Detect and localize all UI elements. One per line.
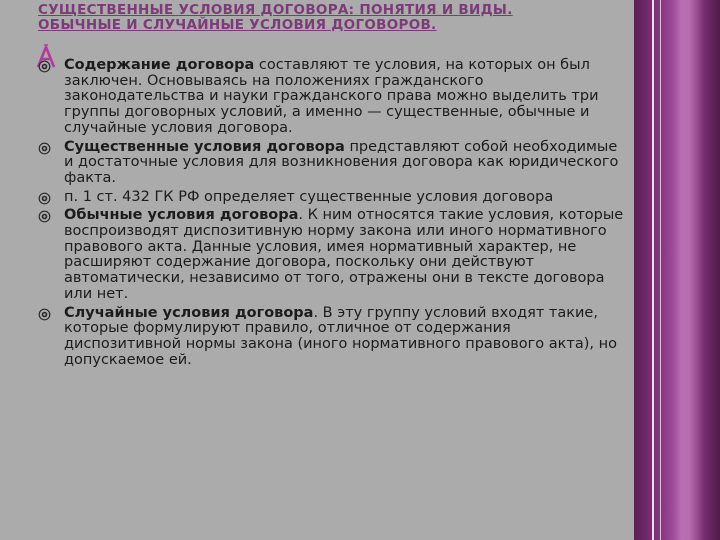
panel-glow [674,0,704,540]
item-lead: Содержание договора [64,57,255,73]
item-text: . В эту группу условий входят такие, которые формулируют правило, отличное от содержания диспозитивной нормы закона (иного нормативного правового акта), но допускаемое ей. [64,304,617,368]
list-item [38,190,624,206]
circled-bullet-icon [38,142,51,155]
list-item [38,140,624,187]
item-lead: Существенные условия договора [64,138,345,155]
item-text: . К ним относятся такие условия, которые воспроизводят диспозитивную норму закона или иного нормативного правового акта. Данные условия, имея нормативный характер, не расширяют содержание договора, поскольку они действуют автоматически, независимо от того, отражены они в тексте договора или нет. [64,207,624,302]
slide-title: СУЩЕСТВЕННЫЕ УСЛОВИЯ ДОГОВОРА: ПОНЯТИЯ И ВИДЫ. ОБЫЧНЫЕ И СЛУЧАЙНЫЕ УСЛОВИЯ ДОГОВОРОВ. [38,2,513,33]
item-text: п. 1 ст. 432 ГК РФ определяет существенные условия договора [64,188,554,205]
list-item [38,58,624,137]
decorative-side-panel [634,0,720,540]
item-text: представляют собой необходимые и достаточные условия для возникновения договора как юридического факта. [64,138,619,186]
circled-bullet-icon [38,60,51,73]
panel-stripe [652,0,654,540]
list-item [38,208,624,302]
bullet-list [38,58,624,371]
list-item [38,306,624,369]
item-text: составляют те условия, на которых он был заключен. Основываясь на положениях гражданского законодательства и науки гражданского права можно выделить три группы договорных условий, а именно — существенные, обычные и случайные условия договора. [64,57,599,136]
circled-bullet-icon [38,192,51,205]
circled-bullet-icon [38,308,51,321]
item-lead: Случайные условия договора [64,304,314,321]
panel-stripe [660,0,661,540]
circled-bullet-icon [38,210,51,223]
item-lead: Обычные условия договора [64,207,299,224]
